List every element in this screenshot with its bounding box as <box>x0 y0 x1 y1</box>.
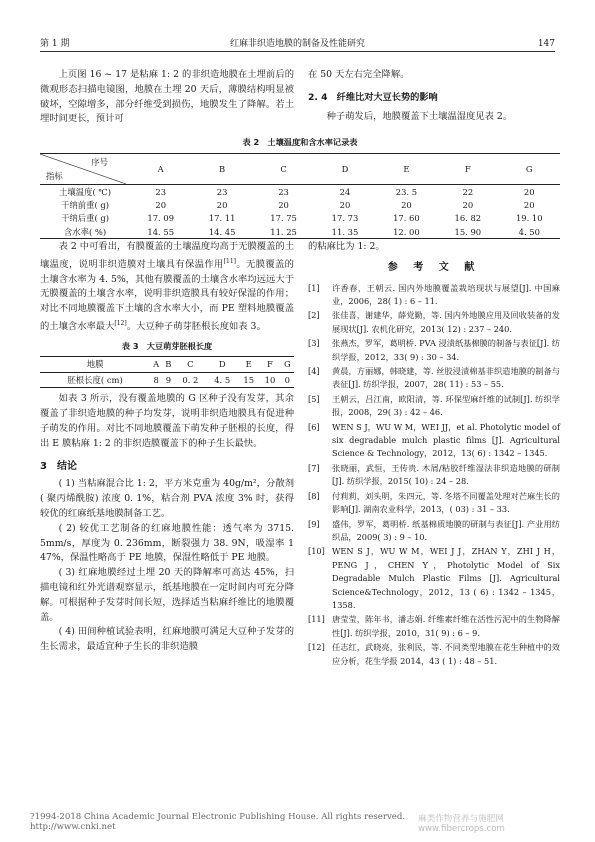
ref-number: [1] <box>308 282 320 293</box>
table-row <box>40 212 560 226</box>
row-label: 含水率( %) <box>63 226 107 237</box>
row-label: 土壤温度( ℃) <box>58 186 112 197</box>
reference-item <box>308 490 560 517</box>
cell: 24 <box>339 186 351 197</box>
ref-number: [12] <box>308 642 325 653</box>
ref-text: 许香春，王朝云. 国内外地膜覆盖栽培现状与展望[J]. 中国麻业，2006，28( 1) : 6 – 11. <box>332 282 560 306</box>
table2-col-header: B <box>219 164 226 174</box>
conclusion-3: ( 3) 红麻地膜经过土埋 20 天的降解率可高达 45%，扫描电镜和红外光谱观察显示，纸基地膜在一定时间内可充分降解。可根据种子发芽时间长短，选择适当粘麻纤维比的地膜覆盖。 <box>40 567 294 623</box>
table3-caption: 表 3 大豆萌芽胚根长度 <box>121 340 213 351</box>
cell: 8 <box>153 374 159 385</box>
reference-item <box>308 462 560 489</box>
references-heading: 参 考 文 献 <box>387 261 481 273</box>
table2-col-header: G <box>525 164 533 174</box>
ref-text: 唐莹莹，陈年书，潘志娟. 纤维素纤维在活性污泥中的生物降解性[J]. 纺织学报，2010，31( 9) : 6 – 9. <box>332 614 560 638</box>
cell: 20 <box>278 199 289 210</box>
ref-text: 任志红，武晓亮，张利民，等. 不同类型地膜在花生种植中的效应分析，花生学报 2014，43 ( 1) : 48 – 51. <box>332 642 560 666</box>
cell: 地膜 <box>86 358 104 369</box>
cell: 19. 10 <box>515 213 543 224</box>
cell: B <box>165 358 172 369</box>
cell: 20 <box>523 199 535 210</box>
paragraph-sem-description: 上页图 16 ~ 17 是粘麻 1: 2 的非织造地膜在土埋前后的微观形态扫描电镜图，地膜在土埋 20 天后，薄膜结构明显被破坏，空隙增多，部分纤维受到损伤，地膜发生了降解。若土埋时间更长，预计可 <box>40 69 294 125</box>
table2-col-header: E <box>403 164 410 174</box>
cell: 17. 09 <box>147 213 175 224</box>
cell: 0. 2 <box>182 374 199 385</box>
cell: 20 <box>216 199 228 210</box>
reference-item <box>308 393 560 420</box>
table2-col-header: A <box>157 164 164 174</box>
cell: A <box>153 358 160 369</box>
cell: 16. 82 <box>454 213 482 224</box>
cell: 20 <box>401 199 412 210</box>
paragraph-table2-discussion <box>40 240 294 335</box>
reference-list <box>308 282 560 668</box>
table-row <box>40 225 560 239</box>
ref-number: [10] <box>308 546 325 557</box>
corner-label-bottom: 指标 <box>46 171 63 181</box>
cell: 11. 25 <box>270 226 297 237</box>
ref-text: 张燕杰，罗军，葛明桥. PVA 浸渍纸基棉膜的制备与表征[J]. 纺织学报，2012，33( 9) : 30 – 34. <box>332 338 560 362</box>
watermark: 麻类作物营养与施肥网 www.fibercrops.com <box>418 814 505 834</box>
page-footer <box>30 812 565 834</box>
paragraph-continuation: 在 50 天左右完全降解。 <box>308 69 410 80</box>
cell: 9 <box>165 374 172 385</box>
copyright-notice: ?1994-2018 China Academic Journal Electronic Publishing House. All rights reserved. http://www.cnki.net <box>30 812 406 832</box>
text-run: 表 2 中可看出，有膜覆盖的土壤温度均高于无膜覆盖的土壤温度，说明非织造膜对土壤具有保温作用 <box>40 241 294 270</box>
cell: 22 <box>462 186 474 197</box>
reference-item <box>308 518 560 545</box>
reference-item <box>308 309 560 336</box>
cell: 胚根长度( cm) <box>67 374 123 385</box>
ref-text: 张晓丽，武恒，王传贵. 木屑/粘胶纤维湿法非织造地膜的研制[J]. 纺织学报，2015( 10) : 24 – 28. <box>332 462 560 487</box>
citation-ref: [11] <box>223 257 236 265</box>
ref-number: [11] <box>308 614 325 625</box>
conclusion-2: ( 2) 较优工艺制备的红麻地膜性能：透气率为 3715. 5mm/s，厚度为 0. 236mm，断裂强力 38. 9N，吸湿率 1 47%，保温性略高于 PE 地膜，保湿性略低于 PE 地膜。 <box>40 522 294 564</box>
reference-item <box>308 365 560 392</box>
table2-col-header: F <box>464 164 471 174</box>
reference-item <box>308 545 560 612</box>
cell: 23. 5 <box>395 186 418 197</box>
cell: D <box>218 358 226 369</box>
table-row <box>40 185 560 199</box>
conclusion-4: ( 4) 田间种植试验表明，红麻地膜可满足大豆种子发芽的生长需求，最适宜种子生长的非织造膜 <box>40 626 294 653</box>
text-run: 。无膜覆盖的土壤含水率为 4. 5%，其他有膜覆盖的土壤含水率均远远大于无膜覆盖的土壤含水率，说明非织造膜具有较好保湿的作用；对比不同地膜覆盖下土壤的含水率大小，而 PE 塑料地膜覆盖的土壤含水率最大 <box>40 258 294 333</box>
running-title: 红麻非织造地膜的制备及性能研究 <box>229 39 365 49</box>
table3-header-row <box>40 356 294 372</box>
citation-ref: [12] <box>114 320 127 328</box>
corner-label-top: 序号 <box>91 157 108 167</box>
text-run: 。大豆种子萌芽胚根长度如表 3。 <box>126 321 266 333</box>
ref-text: WEN S J，WU W M，WEI J J，ZHAN Y，ZHI J H，PENG J，CHEN Y，Photolytic Model of Six Degradable Mulch Plastic Films [J]. Agricultural Science&Technology，2012，13 ( 6) : 1342 – 1345，1358. <box>332 546 560 610</box>
cell: E <box>245 358 252 369</box>
ref-text: 盛伟，罗军，葛明桥. 纸基棉质地膜的研制与表征[J]. 产业用纺织品，2009( 3) : 9 – 10. <box>332 518 560 542</box>
section-3-heading: 3 结论 <box>40 460 77 472</box>
row-label: 干纳后重( g) <box>60 213 110 224</box>
cell: 15. 90 <box>454 226 482 237</box>
left-column-top <box>40 68 294 127</box>
ref-text: 黄晨，方丽娜，韩晓建，等. 丝胶浸渍棉基非织造地膜的制备与表征[J]. 纺织学报，2007，28( 11) : 53 – 55. <box>332 366 560 390</box>
left-column-main <box>40 240 294 655</box>
table-row <box>40 372 294 388</box>
issue-number: 第 1 期 <box>40 39 70 49</box>
cell: 4. 5 <box>214 374 231 385</box>
table2-col-header: D <box>341 164 349 174</box>
paragraph-continuation: 的粘麻比为 1: 2。 <box>308 241 385 252</box>
cell: 4. 50 <box>518 226 540 237</box>
reference-item <box>308 282 560 309</box>
ref-number: [7] <box>308 462 320 473</box>
cell: 12. 00 <box>393 226 420 237</box>
ref-number: [2] <box>308 310 320 321</box>
section-2-4-heading: 2. 4 纤维比对大豆长势的影响 <box>308 91 438 103</box>
running-header <box>40 36 555 52</box>
cell: 0 <box>284 374 290 385</box>
cell: 14. 55 <box>147 226 175 237</box>
ref-text: 付莉莉，刘头明，朱四元，等. 冬塔不同覆盖处理对芒麻生长的影响[J]. 湖南农业科学，2013，( 03) : 31 – 33. <box>332 490 560 515</box>
cell: 20 <box>462 199 474 210</box>
reference-item <box>308 337 560 364</box>
reference-item <box>308 613 560 640</box>
cell: 17. 73 <box>331 213 359 224</box>
reference-item <box>308 421 560 461</box>
cell: 23 <box>278 186 289 197</box>
ref-number: [6] <box>308 421 320 432</box>
ref-text: 王朝云，吕江南，欧阳清，等. 环保型麻纤维的试制[J]. 纺织学报，2008，29( 3) : 42 – 46. <box>332 393 560 418</box>
table3-radicle-length <box>40 356 294 389</box>
ref-number: [3] <box>308 338 320 349</box>
conclusion-1: ( 1) 当粘麻混合比 1: 2，平方米克重为 40g/m²，分散剂( 聚丙烯酰胺) 浓度 0. 1%，粘合剂 PVA 浓度 3% 时，获得较优的红麻纸基地膜制备工艺。 <box>40 478 294 519</box>
cell: 17. 11 <box>208 213 236 224</box>
table2-soil-temperature-moisture <box>40 153 560 239</box>
reference-item <box>308 641 560 668</box>
table-row <box>40 198 560 212</box>
cell: 10 <box>264 374 276 385</box>
ref-number: [9] <box>308 518 320 529</box>
cell: 20 <box>523 186 535 197</box>
page-number: 147 <box>537 39 555 49</box>
ref-number: [4] <box>308 366 320 377</box>
cell: 11. 35 <box>331 226 359 237</box>
cell: 15 <box>243 374 255 385</box>
table2-col-header: C <box>280 164 287 174</box>
cell: 17. 60 <box>393 213 420 224</box>
cell: 17. 75 <box>270 213 297 224</box>
cell: F <box>267 358 273 369</box>
cell: 23 <box>155 186 167 197</box>
paragraph-table2-intro: 种子萌发后，地膜覆盖下土壤温湿度见表 2。 <box>326 110 513 122</box>
table2-header-row <box>40 154 560 185</box>
cell: C <box>187 358 194 369</box>
ref-number: [5] <box>308 393 320 404</box>
cell: 20 <box>155 199 167 210</box>
table2-corner-cell <box>40 154 130 185</box>
cell: 23 <box>216 186 228 197</box>
ref-number: [8] <box>308 490 320 501</box>
cell: 14. 45 <box>208 226 236 237</box>
cell: G <box>283 358 291 369</box>
paragraph-table3-discussion: 如表 3 所示，没有覆盖地膜的 G 区种子没有发芽，其余覆盖了非织造地膜的种子均发芽，说明非织造地膜具有促进种子萌发的作用。对比不同地膜覆盖下萌发种子胚根的长度，得出 E 膜粘麻 1: 2 的非织造膜覆盖下的种子生长最快。 <box>40 393 294 449</box>
cell: 20 <box>339 199 351 210</box>
right-column-main <box>308 240 560 669</box>
ref-text: 张佳喜，谢建华，薛党勤，等. 国内外地膜应用及回收装备的发展现状[J]. 农机化研究，2013( 12) : 237 – 240. <box>332 310 560 334</box>
right-column-top <box>308 68 560 124</box>
table2-caption: 表 2 土壤温度和含水率记录表 <box>242 137 358 147</box>
row-label: 干纳前重( g) <box>60 199 110 210</box>
ref-text: WEN S J，WU W M，WEI JJ，et al. Photolytic model of six degradable mulch plastic films [J]. Agricultural Science & Technology，2012，13( 6) : 1342 – 1345. <box>332 421 561 459</box>
